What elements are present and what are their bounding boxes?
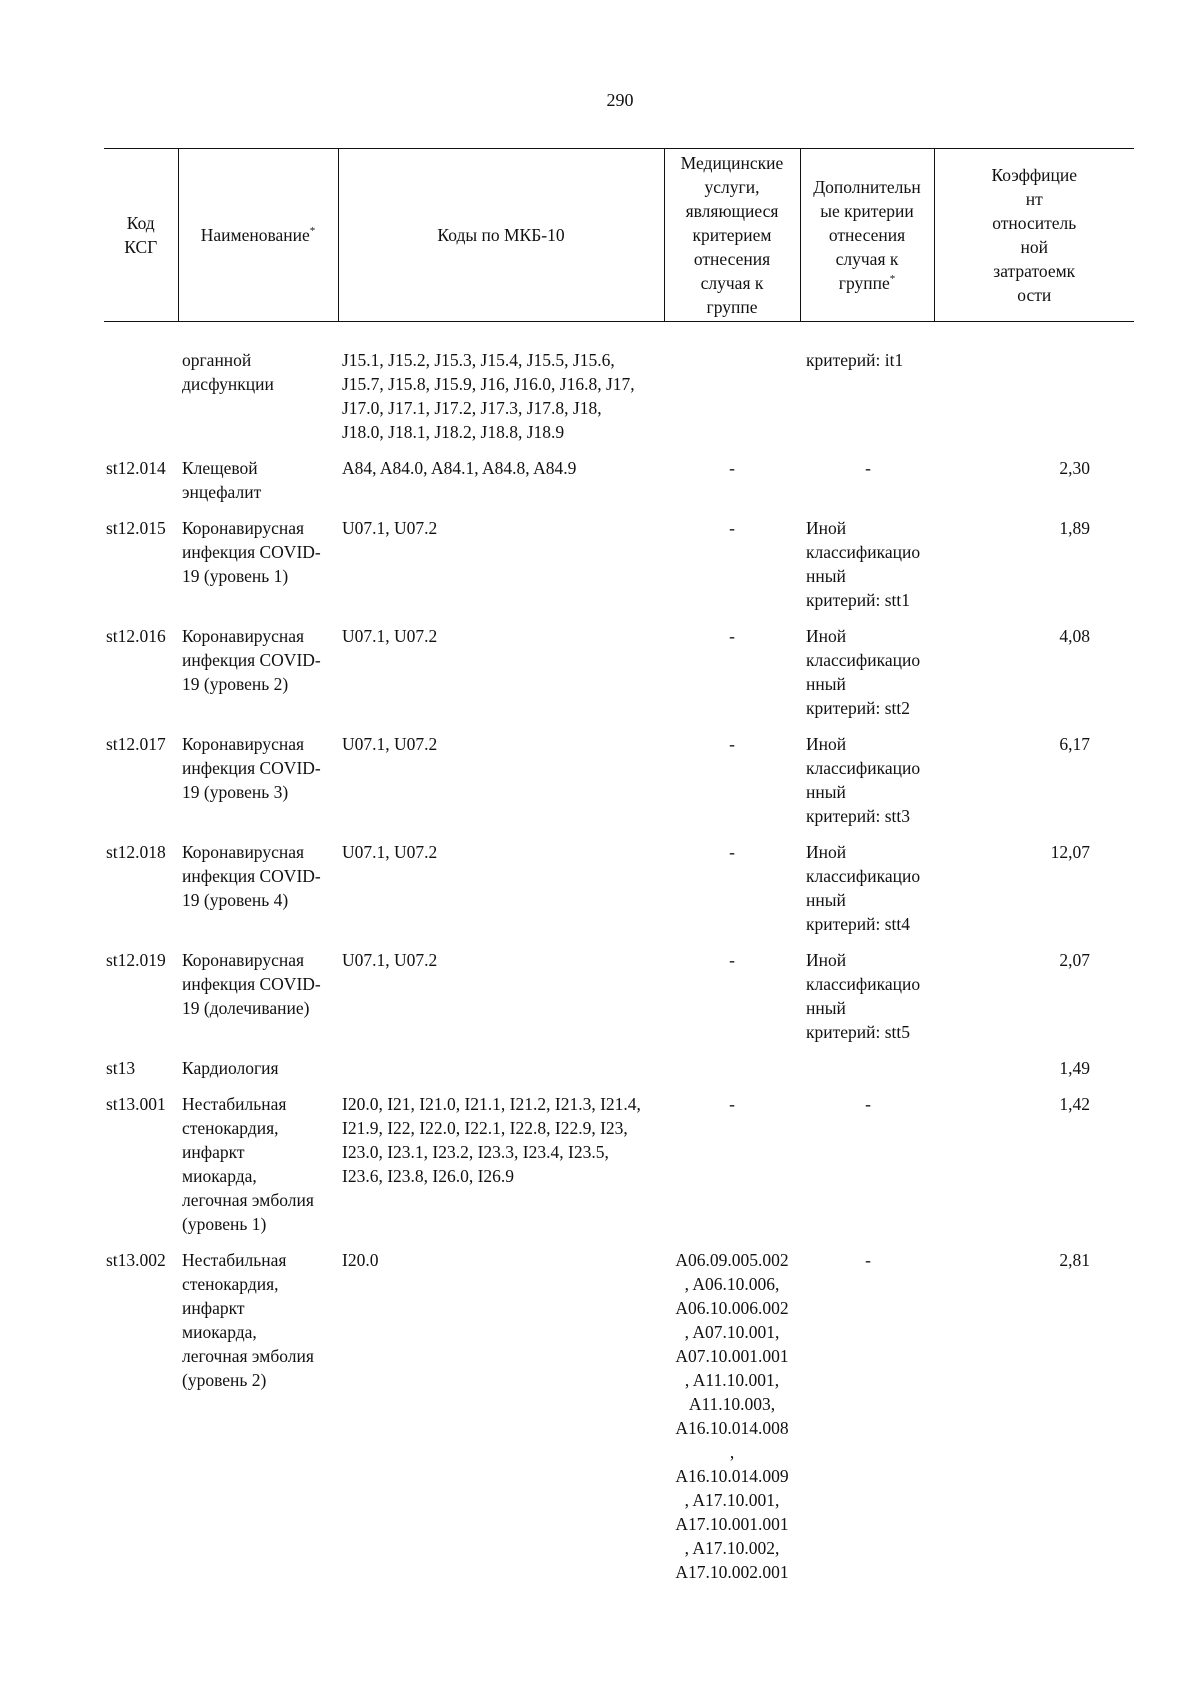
cell-code: st12.015 (106, 518, 166, 538)
cell-name: Коронавирусная инфекция COVID- 19 (уровень 3) (182, 734, 321, 802)
cell-name: Коронавирусная инфекция COVID- 19 (уровень 2) (182, 626, 321, 694)
cell-name: Коронавирусная инфекция COVID- 19 (уровень 1) (182, 518, 321, 586)
cell-code: st13.001 (106, 1094, 166, 1114)
cell-icd-codes: A84, A84.0, A84.1, A84.8, A84.9 (342, 458, 577, 478)
cell-services (664, 322, 800, 457)
cell-coefficient: 6,17 (1059, 734, 1090, 754)
cell-services: - (729, 458, 735, 478)
cell-code: st12.017 (106, 734, 166, 754)
cell-code: st13 (106, 1058, 136, 1078)
header-medical-services: Медицинские услуги, являющиеся критерием отнесения случая к группе (664, 149, 800, 322)
table-row (104, 1092, 1134, 1248)
table-row (104, 624, 1134, 732)
header-name: Наименование* (178, 149, 338, 322)
cell-extra-criteria: Иной классификацио нный критерий: stt2 (806, 626, 921, 718)
cell-services: - (729, 1094, 735, 1114)
cell-name: Коронавирусная инфекция COVID- 19 (долечивание) (182, 950, 321, 1018)
cell-code (104, 322, 178, 457)
cell-extra-criteria: Иной классификацио нный критерий: stt5 (806, 950, 921, 1042)
cell-icd-codes: U07.1, U07.2 (342, 626, 438, 646)
footnote-mark: * (889, 273, 896, 286)
cell-coefficient: 2,30 (1059, 458, 1090, 478)
cell-coefficient: 4,08 (1059, 626, 1090, 646)
cell-services (664, 1056, 800, 1092)
cell-name: Клещевой энцефалит (182, 458, 262, 502)
cell-icd-codes: U07.1, U07.2 (342, 950, 438, 970)
table-row (104, 516, 1134, 624)
cell-extra-criteria (800, 1056, 934, 1092)
header-icd-codes: Коды по МКБ-10 (338, 149, 664, 322)
cell-icd-codes: I20.0, I21, I21.0, I21.1, I21.2, I21.3, I21.4, I21.9, I22, I22.0, I22.1, I22.8, I22.9, I23, I23.0, I23.1, I23.2, I23.3, I23.4, I23.5, I23.6, I23.8, I26.0, I26.9 (342, 1094, 641, 1186)
table-body (104, 322, 1134, 1597)
cell-icd-codes: J15.1, J15.2, J15.3, J15.4, J15.5, J15.6, J15.7, J15.8, J15.9, J16, J16.0, J16.8, J17, J17.0, J17.1, J17.2, J17.3, J17.8, J18, J18.0, J18.1, J18.2, J18.8, J18.9 (342, 350, 635, 442)
table-row (104, 456, 1134, 516)
cell-coefficient: 1,42 (1059, 1094, 1090, 1114)
ksg-table (104, 148, 1134, 1596)
cell-code: st12.019 (106, 950, 166, 970)
cell-services: - (729, 518, 735, 538)
cell-services: - (729, 842, 735, 862)
cell-extra-criteria: Иной классификацио нный критерий: stt1 (806, 518, 921, 610)
cell-coefficient: 12,07 (1050, 842, 1090, 862)
cell-coefficient: 1,49 (1059, 1058, 1090, 1078)
cell-code: st12.016 (106, 626, 166, 646)
cell-code: st12.014 (106, 458, 166, 478)
cell-name: Кардиология (182, 1058, 279, 1078)
cell-icd-codes: U07.1, U07.2 (342, 518, 438, 538)
cell-services: - (729, 734, 735, 754)
cell-extra-criteria: критерий: it1 (806, 350, 904, 370)
cell-coefficient: 2,07 (1059, 950, 1090, 970)
table-row (104, 732, 1134, 840)
cell-name: Нестабильная стенокардия, инфаркт миокарда, легочная эмболия (уровень 1) (182, 1094, 314, 1234)
cell-extra-criteria: Иной классификацио нный критерий: stt3 (806, 734, 921, 826)
cell-services: - (729, 626, 735, 646)
cell-coefficient: 2,81 (1059, 1250, 1090, 1270)
cell-code: st12.018 (106, 842, 166, 862)
cell-icd-codes (338, 1056, 664, 1092)
page-number: 290 (606, 90, 634, 110)
footnote-mark: * (309, 225, 316, 238)
table-row-section (104, 1056, 1134, 1092)
table-header (104, 149, 1134, 322)
cell-name: Коронавирусная инфекция COVID- 19 (уровень 4) (182, 842, 321, 910)
cell-name: органной дисфункции (182, 350, 274, 394)
header-coefficient: Коэффицие нт относитель ной затратоемк ости (934, 149, 1134, 322)
cell-name: Нестабильная стенокардия, инфаркт миокарда, легочная эмболия (уровень 2) (182, 1250, 314, 1390)
cell-extra-criteria: - (865, 458, 871, 478)
table-row (104, 322, 1134, 457)
cell-extra-criteria: - (865, 1250, 871, 1270)
cell-extra-criteria: - (865, 1094, 871, 1114)
cell-coefficient (934, 322, 1134, 457)
table-row (104, 948, 1134, 1056)
header-extra-criteria: Дополнительн ые критерии отнесения случая к группе* (800, 149, 934, 322)
cell-services: - (729, 950, 735, 970)
table-row (104, 840, 1134, 948)
header-code: Код КСГ (104, 149, 178, 322)
cell-code: st13.002 (106, 1250, 166, 1270)
cell-extra-criteria: Иной классификацио нный критерий: stt4 (806, 842, 921, 934)
cell-icd-codes: U07.1, U07.2 (342, 842, 438, 862)
cell-coefficient: 1,89 (1059, 518, 1090, 538)
cell-icd-codes: I20.0 (342, 1250, 379, 1270)
table-row (104, 1248, 1134, 1596)
cell-services: A06.09.005.002 , A06.10.006, A06.10.006.002 , A07.10.001, A07.10.001.001 , A11.10.001, A11.10.003, A16.10.014.008 , A16.10.014.009 , A17.10.001, A17.10.001.001 , A17.10.002, A17.10.002.001 (675, 1250, 789, 1582)
cell-icd-codes: U07.1, U07.2 (342, 734, 438, 754)
